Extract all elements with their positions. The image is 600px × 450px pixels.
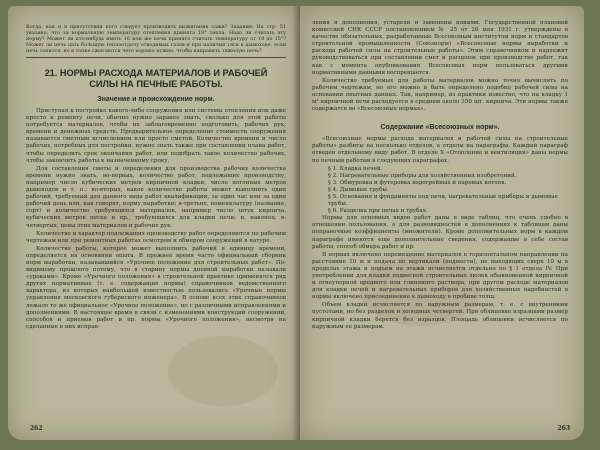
paragraph: Количество и характер подлежащих производству работ определяются по рабочим чертежам или при ремонтных работах осмотром и обмером сооружений в натуре. (26, 230, 286, 244)
list-item: § 5. Основания и фундаменты под печи, нагревательные приборы и дымовые трубы. (328, 193, 558, 208)
left-page-column (26, 24, 286, 332)
subsection-title: Содержание «Всесоюзных норм». (380, 124, 500, 132)
list-item: § 2. Нагревательные приборы для хозяйственных изобретений. (328, 172, 517, 179)
left-page (8, 6, 300, 440)
list-item: § 1. Кладка печей. (328, 165, 383, 172)
paragraph: Количество работы, которое может выполнить рабочий в единицу времени, определяется на основании опыта. В прежнее время часто официальный сборник норм выработки, называвшийся «Урочное положение для строительных работ». По-видимому прошлого потому, что в старину нормы дневной выработки называли «уроками». Кроме «Урочного положения» в строительной практике применялся ряд других нормативных (т. е. содержащих нормы) справочников ведомственного характера, из которых наибольшей известностью пользовались «Урочные нормы управления московского губернского инженера». В основе всех этих справочников лежало то же официальное «Урочное положение», но с различными исправлениями и дополнениями. В настоящее время в связи с изменениями конструкций сооружений, способов и приемов работ и пр. нормы «Урочного положения», несмотря на сделанные в них исправ- (26, 245, 286, 330)
page-number: 262 (30, 425, 43, 432)
paragraph: Приступая к постройке какого-либо сооружения или системы отопления или даже просто к ремонту печи, обычно нужно заранее знать, сколько для этой работы потребуется материалов, чтобы их заблаговременно подготовить, рабочих рук, времени и денежных средств. Предварительное определение стоимости сооружения называется сметным исчислением или просто сметой. Количество времени и число рабочих, потребных для постройки, нужно знать также при составлении плана работ, чтобы определить срок окончания работ, или подобрать такое количество рабочих, чтобы закончить работы к назначенному сроку. (26, 108, 286, 164)
right-page (300, 6, 584, 440)
paragraph: Объем кладки исчисляется по наружным размерам, т. е. с внутренними пустотами, но без разделок и холодных четвертей. При облицовке изразцами размер кирпичной кладки берется без изразцов. Площадь облицовки исчисляется по наружным ее размерам. (312, 302, 568, 330)
footnote-text: Когда, как и в присутствии кого следует производить выжигание сажи? Задание: На стр. 51 указано, что за нормальную температуру отопления принята 18° тепла. Надо ли считать эту норму? Может ли кто-нибудь иметь 16 или же печи принято считать температуру от 10 до 15°? Может ли печь дать большую теплоотдачу отводимых газов и при наличии тяги в дымоходе, если печь топится, но в топке сжигаются чего хорошо нужно, чтобы направить тяжелую печь? (26, 24, 286, 54)
right-page-column (312, 20, 568, 332)
footnote-block (26, 24, 286, 58)
list-item: § 6. Разделка при печах и трубах. (328, 208, 428, 215)
paragraph: «Всесоюзные нормы расхода материалов и рабочей силы на строительные работы» разбиты на несколько отделов, а отделы на параграфы. Каждый параграф отведен отдельному виду работ. В отделе X «Отопление и вентиляция» даны нормы по печным работам в следующих параграфах. (312, 136, 568, 164)
paragraph: Нормы для основных видов работ даны в виде таблиц, что очень удобно в отношении пользования, а для разновидностей в дополнениях к таблицам даны поправочные коэффициенты (множители). Кроме дополнительных норм в каждом параграфе имеются еще дополнительные сведения, содержащие в себе состав работы, способ обмера работ и пр. (312, 215, 568, 250)
list-item: § 3. Обмуровка и футеровка водогрейных и паровых котлов. (328, 179, 507, 186)
paragraph: Для составления сметы и определения для производства рабочих количества времени нужно знать, во-первых, количество работ, подлежащих производству, например число кубических метров кирпичной кладки, число погонных метров дымоходов и т. п.; во-вторых, какое количество работы может выполнить один рабочий, требуемый для данного вида работ квалификации, за один час или за один рабочий день или, как говорят, норму выработки; в-третьих, номенклатуру (название, сорт) и количество требующихся материалов, например число штук кирпича, кубических метров песка и пр., требующихся для кладки печи; и, наконец, в-четвертых, цены этих материалов и рабочих рук. (26, 165, 286, 229)
list-item: § 4. Дымовые трубы. (328, 186, 389, 193)
subsection-title: Значение и происхождение норм. (97, 96, 215, 103)
page-number: 263 (557, 425, 570, 432)
paragraph: ления и дополнения, устарели и заменены новыми. Государственной плановой комиссией СНК СССР постановлением № 25 от 26 мая 1931 г. утверждены в качестве обязательных, разработанные Всесоюзным институтом норм и стандартов строительной промышленности (Союзнорм) «Всесоюзные нормы выработки и расхода рабочей силы на строительные работы». Этим справочником и надлежит руководствоваться при составлении смет и расценок при производстве работ, так как с момента опубликования Всесоюзных норм пользоваться другими нормативными данными воспрещается. (312, 20, 568, 76)
paragraph: В нормах включено перемещение материалов в горизонтальном направлении на расстояние 10 м и подача по вертикали (подмости), не выходящих сверх 10 м в пределах этажа и подъем на этажи исчисляется отдельно по § 1 отдела IV. При употреблении для кладки подвесной строительных люлек обыкновенной кирпичной и огнеупорной вредного или глиняного раствора, при другом расходе материалов для кладки печей и нагревательных приборов для хозяйственных надобностей в нормы включено присоединение к дымоходу в пробиве толщ. (312, 251, 568, 301)
paragraph: Количество требуемых для работы материалов можно точно вычислить по рабочим чертежам, но его можно и быть определено подобно рабочей силы на основании опытных данных. Так, например, из практики известно, что на кладку 1 м³ кирпичной печи расходуется в среднем около 350 шт. кирпича. Эти нормы также содержатся во «Всесоюзных нормах». (312, 77, 568, 113)
section-title: 21. НОРМЫ РАСХОДА МАТЕРИАЛОВ И РАБОЧЕЙ СИЛЫ НА ПЕЧНЫЕ РАБОТЫ. (44, 68, 268, 89)
